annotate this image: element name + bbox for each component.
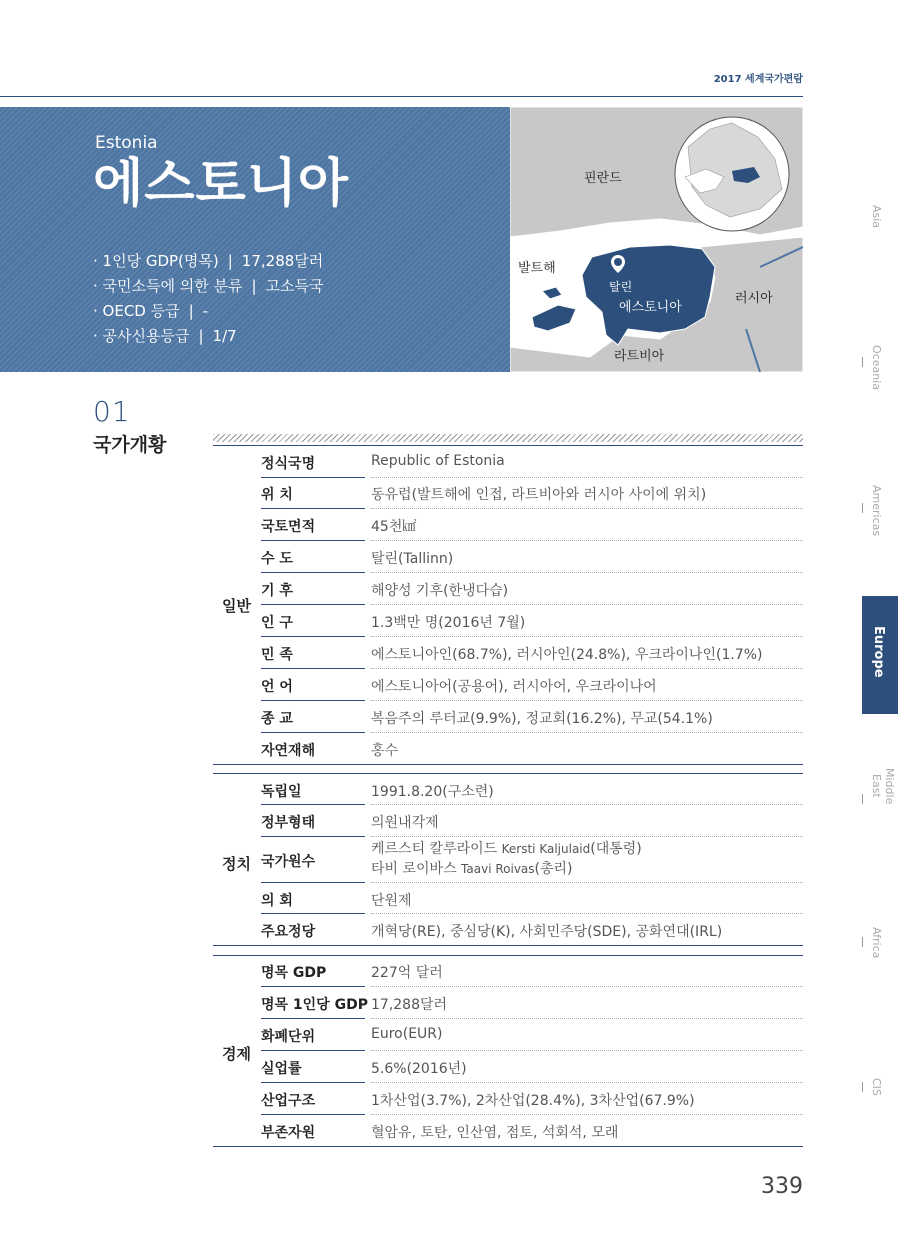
table-row: 위 치 동유럽(발트해에 인접, 라트비아와 러시아 사이에 위치) — [261, 478, 803, 509]
page-number: 339 — [761, 1174, 803, 1199]
fact-gdp-per-capita: · 1인당 GDP(명목) | 17,288달러 — [93, 252, 324, 270]
map-label-latvia: 라트비아 — [614, 349, 665, 364]
table-row: 산업구조 1차산업(3.7%), 2차산업(28.4%), 3차산업(67.9%) — [261, 1083, 803, 1115]
table-row: 주요정당 개혁당(RE), 중심당(K), 사회민주당(SDE), 공화연대(IRL) — [261, 924, 723, 940]
table-row: 화폐단위 Euro(EUR) — [261, 1019, 803, 1051]
map-label-baltic-sea: 발트해 — [518, 261, 556, 276]
running-header: 2017 세계국가편람 — [713, 74, 803, 85]
fact-oecd-grade: · OECD 등급 | - — [93, 302, 209, 320]
group-label-economy: 경제 — [222, 1045, 251, 1063]
table-row: 국토면적 45천㎢ — [261, 509, 803, 541]
table-row: 언 어 에스토니아어(공용어), 러시아어, 우크라이나어 — [261, 669, 803, 701]
section-title: 국가개황 — [93, 434, 167, 456]
table-row: 명목 1인당 GDP 17,288달러 — [261, 987, 803, 1019]
map-label-finland: 핀란드 — [584, 171, 622, 186]
country-english-name: Estonia — [95, 133, 158, 153]
table-row: 정식국명 Republic of Estonia — [261, 445, 803, 478]
table-row: 기 후 해양성 기후(한냉다습) — [261, 573, 803, 605]
group-rule — [213, 945, 803, 946]
map-label-russia: 러시아 — [735, 291, 773, 306]
table-row: 종 교 복음주의 루터교(9.9%), 정교회(16.2%), 무교(54.1%) — [261, 701, 803, 733]
group-rule — [213, 764, 803, 765]
table-row: 자연재해 홍수 — [261, 743, 399, 759]
country-korean-name: 에스토니아 — [93, 154, 350, 214]
header-rule — [0, 96, 803, 97]
table-row: 수 도 탈린(Tallinn) — [261, 541, 803, 573]
section-number: 01 — [93, 395, 131, 428]
table-row: 국가원수 케르스티 칼루라이드 Kersti Kaljulaid(대통령) 타비 로이바스 Taavi Roivas(총리) — [261, 837, 803, 883]
group-label-politics: 정치 — [222, 855, 251, 873]
table-row: 독립일 1991.8.20(구소련) — [261, 773, 803, 805]
country-map — [510, 107, 803, 372]
map-label-tallinn: 탈린 — [609, 280, 633, 294]
side-nav-europe-active[interactable]: Europe — [862, 596, 898, 714]
group-rule — [213, 1146, 803, 1147]
table-row: 의 회 단원제 — [261, 883, 803, 914]
table-row: 실업률 5.6%(2016년) — [261, 1051, 803, 1083]
key-facts — [93, 249, 324, 349]
fact-income-class: · 국민소득에 의한 분류 | 고소득국 — [93, 277, 324, 295]
side-nav: Asia Oceania Americas Middle East Africa CIS — [858, 0, 898, 1240]
map-label-estonia: 에스토니아 — [619, 300, 682, 315]
fact-credit-grade: · 공사신용등급 | 1/7 — [93, 327, 237, 345]
map-pin-star-icon — [611, 255, 625, 273]
section-hatch-rule — [213, 434, 803, 442]
table-row: 명목 GDP 227억 달러 — [261, 955, 803, 987]
table-row: 부존자원 혈암유, 토탄, 인산염, 점토, 석회석, 모래 — [261, 1125, 619, 1141]
table-row: 정부형태 의원내각제 — [261, 805, 803, 837]
table-row: 인 구 1.3백만 명(2016년 7월) — [261, 605, 803, 637]
table-row: 민 족 에스토니아인(68.7%), 러시아인(24.8%), 우크라이나인(1.7%) — [261, 637, 803, 669]
group-label-general: 일반 — [222, 597, 251, 615]
